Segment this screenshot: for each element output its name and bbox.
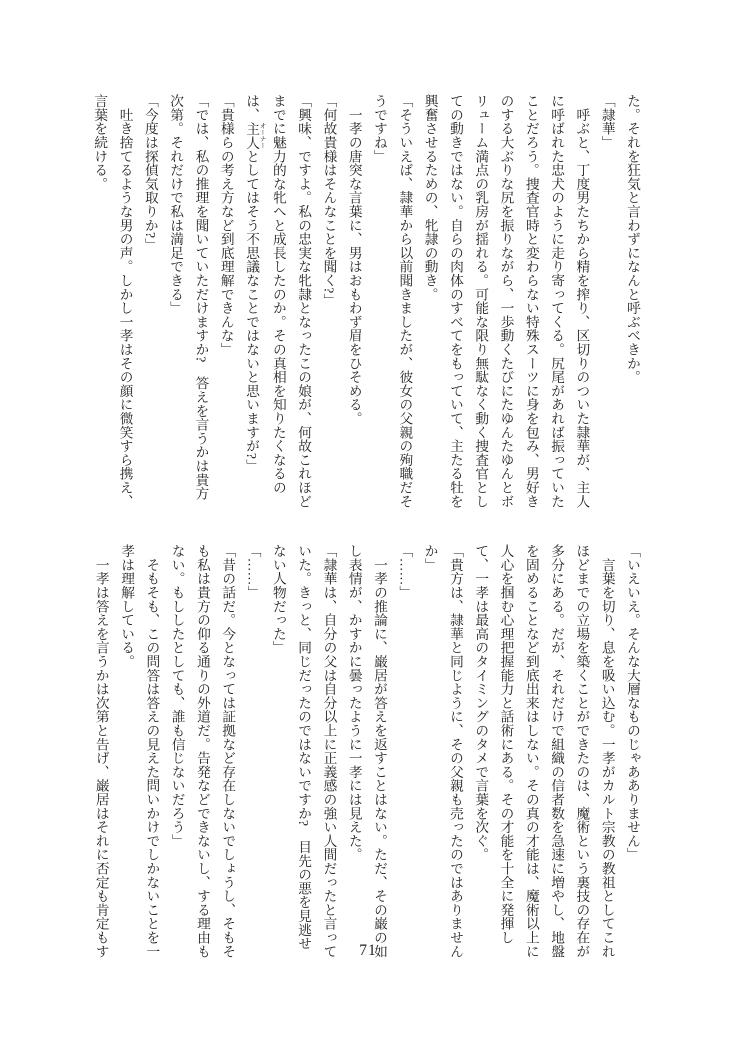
text-block-bottom: [88, 544, 645, 960]
text-line: リューム満点の乳房が揺れる。可能な限り無駄なく動く捜査官とし: [473, 94, 489, 508]
text-line: 言葉を切り、息を吸い込む。一孝がカルト宗教の教祖としてこれ: [599, 544, 615, 958]
text-line: 「興味、ですよ。私の忠実な牝隷となったこの娘が、何故これほど: [296, 94, 312, 508]
text-line: までに魅力的な牝へと成長したのか。その真相を知りたくなるの: [270, 94, 286, 495]
ruby-annotation: [244, 121, 266, 150]
text-line: そもそも、この問答は答えの見えた問いかけでしかないことを一: [144, 544, 160, 958]
text-line: うですね」: [372, 94, 388, 163]
text-line: ない人物だった」: [270, 544, 286, 655]
text-line: て、一孝は最高のタイミングのタメで言葉を次ぐ。: [473, 544, 489, 862]
text-line: ての動きではない。自らの肉体のすべてをもっていて、主たる牡を: [447, 94, 463, 508]
text-line: 一孝の推論に、巌居が答えを返すことはない。ただ、その巌の如: [372, 544, 388, 958]
text-line: ことだろう。捜査官時と変わらない特殊スーツに身を包み、男好き: [523, 94, 539, 508]
text-line: 次第。それだけで私は満足できる」: [168, 94, 184, 315]
text-line: 「……」: [245, 544, 261, 600]
ruby-line-post: としてはそう不思議なことではないと思いますが?」: [244, 149, 260, 473]
text-line: 一孝は答えを言うかは次第と告げ、巌居はそれに否定も肯定もす: [93, 544, 109, 958]
text-line: ない。もししたとしても、誰も信じないだろう」: [169, 544, 185, 848]
text-line: 言葉を続ける。: [92, 94, 108, 191]
text-line: 一孝の唐突な言葉に、男はおもわず眉をひそめる。: [346, 94, 362, 426]
page-number: 71: [359, 942, 377, 959]
ruby-line-pre: は、: [244, 94, 260, 122]
text-line: 多分にある。だが、それだけで組織の信者数を急速に増やし、地盤: [549, 544, 565, 958]
ruby-text: オーナー: [258, 121, 266, 150]
text-line: た。それを狂気と言わずになんと呼ぶべきか。: [625, 94, 640, 384]
text-line: 「いえいえ。そんな大層なものじゃあありません」: [625, 544, 640, 862]
text-line: のする大ぶりな尻を振りながら、一歩動くたびにたゆんたゆんとボ: [498, 94, 514, 508]
text-line: も私は貴方の仰る通りの外道だ。告発などできないし、する理由も: [194, 544, 210, 958]
text-line: 「今度は探偵気取りか?」: [142, 94, 158, 252]
text-line: 孝は理解している。: [119, 544, 135, 669]
text-line: いた。きっと、同じだったのではないですか? 目先の悪を見逃せ: [296, 544, 312, 951]
text-line: 「昔の話だ。今となっては証拠など存在しないでしょうし、そもそ: [220, 544, 236, 958]
text-line: 「……」: [397, 544, 413, 600]
text-line-with-ruby: [239, 94, 266, 510]
text-line: 「隷華は、自分の父は自分以上に正義感の強い人間だったと言って: [321, 544, 337, 958]
text-line: 「隷華」: [599, 94, 615, 150]
text-line: 人心を掴む心理把握能力と話術にある。その才能を十全に発揮し: [498, 544, 514, 945]
text-line: 吐き捨てるような男の声。しかし一孝はその顔に微笑すら携え、: [117, 94, 133, 508]
text-line: 興奮させるための、牝隷の動き。: [422, 94, 438, 301]
text-line: を固めることなど到底出来はしない。その真の才能は、魔術以上に: [523, 544, 539, 958]
text-line: に呼ばれた忠犬のように走り寄ってくる。尻尾があれば振っていた: [549, 94, 565, 508]
text-line: ほどまでの立場を築くことができたのは、魔術という裏技の存在が: [574, 544, 590, 958]
text-line: 「貴方は、隷華と同じように、その父親も売ったのではありません: [447, 544, 463, 958]
text-line: 「何故貴様はそんなことを聞く?」: [321, 94, 337, 308]
text-line: 「では、私の推理を聞いていただけますか? 答えを言うかは貴方: [193, 94, 209, 501]
text-line: 呼ぶと、丁度男たちから精を搾り、区切りのついた隷華が、主人: [574, 94, 590, 508]
text-block-top: [87, 94, 645, 510]
text-line: 「そういえば、隷華から以前聞きましたが、彼女の父親の殉職だそ: [397, 94, 413, 508]
text-line: 「貴様らの考え方など到底理解できんな」: [218, 94, 234, 357]
text-line: か」: [422, 544, 438, 572]
ruby-base: 主人: [244, 121, 260, 150]
text-line: し表情が、かすかに曇ったように一孝には見えた。: [346, 544, 362, 862]
